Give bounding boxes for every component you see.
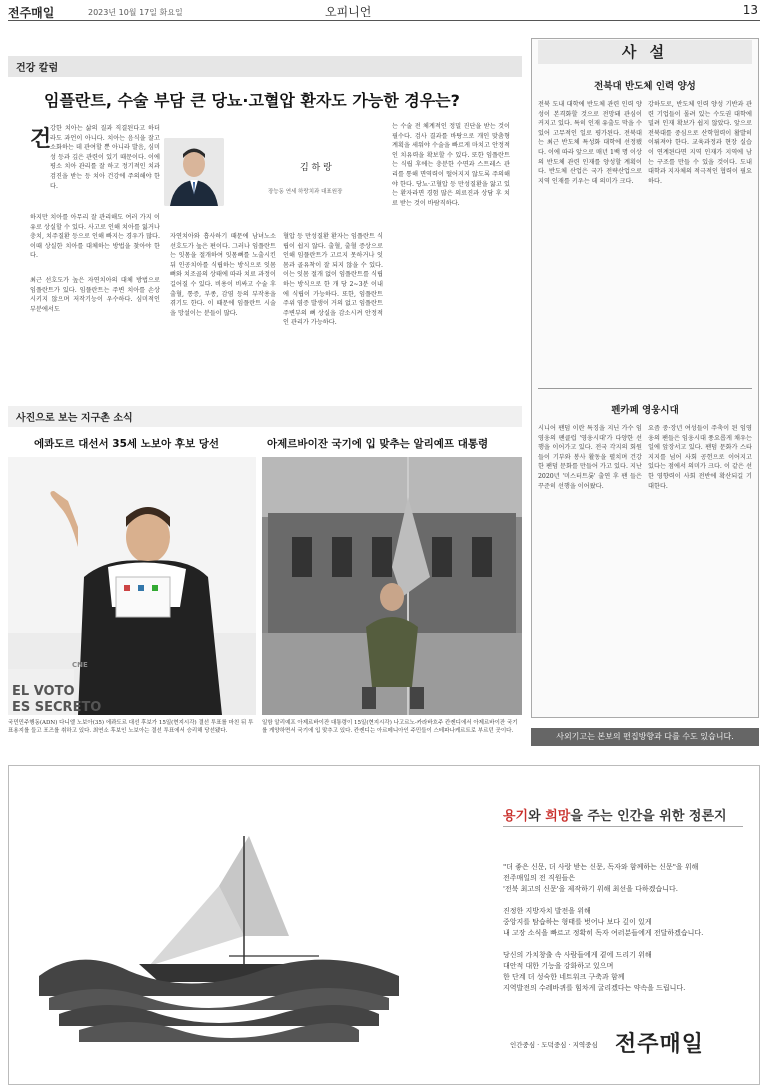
issue-date: 2023년 10월 17일 화요일 — [88, 8, 183, 17]
column-text-3: 혈압 등 만성질환 환자는 임플란트 식립이 쉽지 않다. 출혈, 출혈 증상으로 인해 임플란트가 고르지 못하거나 잇몸과 골유착이 잘 되지 않을 수 있다. 이는 잇몸 절개 없이 임플란트를 식립하는 방식으로 한 개 당 2~3분 이내에 식립이 가능하다. 또한, 임플란트 주위 염증 발생이 거의 없고 임플란트 주변부의 뼈 상실을 감소시켜 안정적인 관리가 가능하다. — [283, 233, 383, 327]
ad-slogan — [503, 805, 727, 824]
ad-line: 중앙지를 탐습하는 형태를 벗어나 보다 깊이 있게 — [503, 918, 652, 926]
author-portrait — [164, 138, 224, 206]
ad-line: 한 단계 더 성숙한 네트워크 구축과 함께 — [503, 973, 625, 981]
slogan-and: 와 — [528, 809, 546, 824]
ad-line: 전주매일의 전 직원들은 — [503, 874, 576, 882]
sign-line-1: EL VOTO — [12, 684, 75, 699]
ad-line: 내 고장 소식을 빠르고 정확히 독자 여러분들에게 전달하겠습니다. — [503, 929, 704, 937]
ad-footer-motto: 인간중심 · 도덕중심 · 지역중심 — [510, 1041, 598, 1049]
author-name: 김 하 랑 — [300, 163, 332, 173]
paper-name: 전주매일 — [8, 6, 55, 20]
editorial-header: 사 설 — [538, 40, 752, 64]
column-headline: 임플란트, 수술 부담 큰 당뇨·고혈압 환자도 가능한 경우는? — [44, 91, 460, 110]
editorial-title-2: 펜카페 영웅시대 — [611, 405, 679, 416]
editorial-divider — [538, 388, 752, 389]
ad-line: 대안적 대한 기능을 강화하고 있으며 — [503, 962, 614, 970]
column-text-1: 강한 치아는 삶의 질과 직결된다고 하더라도 과언이 아니다. 치아는 음식을 잘고 소화하는 데 관여할 뿐 아니라 발음, 심미성 등과 깊은 관련이 있기 때문이다. 이에 평소 치아 관리를 잘 하고 정기적인 치과 검진을 받는 등 치아 건강에 주의해야 한다. — [50, 125, 160, 190]
ad-slogan-rule — [503, 826, 743, 827]
author-title: 장능동 연세 하랑치과 대표원장 — [268, 189, 343, 195]
header-rule — [8, 20, 760, 21]
section-title: 오피니언 — [325, 5, 372, 19]
ad-line: 당신의 가치창출 속 사람들에게 곁에 드리기 위해 — [503, 951, 652, 959]
slogan-rest: 을 주는 인간을 위한 정론지 — [570, 809, 727, 824]
column-text-4: 는 수술 전 체계적인 정밀 진단을 받는 것이 필수다. 검사 결과를 바탕으로 개인 맞춤형 계획을 세워야 수술을 빠르게 마치고 안정적인 치유력을 확보할 수 있다. 또한 임플란트는 식립 후에는 충분한 수면과 스트레스 관리를 통해 면역력이 떨어지지 않도록 주의해야 한다. 당뇨·고혈압 등 만성질환을 앓고 있는 환자라면 경험 많은 의료진과 상담 후 치료 받는 것이 바람직하다. — [392, 123, 510, 207]
ad-brand-logo: 전주매일 — [615, 1032, 705, 1057]
slogan-hope: 희망 — [545, 809, 571, 824]
right-photo-caption: 일함 알리예프 아제르바이잔 대통령이 15일(현지시각) 나고르노-카라바흐주 칸켄디에서 아제르바이잔 국기를 게양하면서 국기에 입 맞추고 있다. 칸켄디는 아르메니아인 주민들이 스테파나케르트로 부르던 곳이다. — [262, 720, 518, 735]
sign-line-2: ES SECRETO — [12, 700, 102, 715]
ad-line: "더 좋은 신문, 더 사랑 받는 신문, 독자와 함께하는 신문"을 위해 — [503, 863, 699, 871]
ad-line: '전북 최고의 신문'을 제작하기 위해 최선을 다하겠습니다. — [503, 885, 678, 893]
photo-section-label: 사진으로 보는 지구촌 소식 — [8, 406, 522, 427]
left-photo-title: 에콰도르 대선서 35세 노보아 후보 당선 — [34, 438, 220, 450]
left-photo-caption: 국민민주행동(ADN) 다니엘 노보아(35) 에콰도르 대선 후보가 15일(현지시각) 결선 투표를 마친 뒤 투표용지를 들고 포즈를 취하고 있다. 최연소 후보인 노보아는 결선 투표에서 승리해 당선됐다. — [8, 720, 254, 735]
editorial-body-1a: 전북 도내 대학에 반도체 관련 인력 양성이 본격화할 것으로 전망돼 관심이 커지고 있다. 특히 인재 유출도 막을 수 있어 고무적인 일로 평가된다. 전북대는 최근 반도체 특성화 대학에 선정됐다. 이에 따라 앞으로 매년 1백 명 이상의 반도체 관련 인재를 양성할 계획이다. 반도체 산업은 국가 전략산업으로 지역 인재를 키우는 데 의미가 크다. — [538, 101, 642, 185]
ad-line: 지역발전의 수레바퀴를 힘차게 굴리겠다는 약속을 드립니다. — [503, 984, 686, 992]
editorial-title-1: 전북대 반도체 인력 양성 — [594, 81, 696, 92]
right-photo-title: 아제르바이잔 국기에 입 맞추는 알리예프 대통령 — [267, 438, 489, 450]
column-label: 건강 칼럼 — [8, 56, 522, 77]
editorial-body-1b: 강하도로, 반도체 인력 양성 기반과 관련 기업들이 몰려 있는 수도권 대학에 밀려 인재 확보가 쉽지 않았다. 앞으로 전북대를 중심으로 산학협력이 활발히 이뤄져야 한다. 교육과정과 현장 실습이 연계된다면 지역 인재가 지역에 남는 구조를 만들 수 있을 것이다. 도내 대학과 지자체의 적극적인 협력이 필요하다. — [648, 101, 752, 185]
editorial-body-2a: 시니어 팬덤 이란 특징을 지닌 가수 임영웅의 팬클럽 '영웅시대'가 다양한 선행을 이어가고 있다. 전국 각지의 회원들이 기부와 봉사 활동을 펼치며 건강한 팬덤 문화를 만들어 가고 있다. 지난 2020년 '미스터트롯' 출연 후 팬 들은 꾸준히 선행을 이어왔다. — [538, 425, 642, 490]
editorial-body-2b: 요즘 중·장년 여성들이 주축이 된 임영웅의 팬들은 임웅시대 풍요롭게 채우는 일에 앞장서고 있다. 팬덤 문화가 스타 지지를 넘어 사회 공헌으로 이어지고 있다는 점에서 의미가 크다. 이 같은 선한 영향력이 사회 전반에 확산되길 기대한다. — [648, 425, 752, 490]
column-text-2: 자연치아와 흡사하기 때문에 남녀노소 선호도가 높은 편이다. 그러나 임플란트는 잇몸을 절개하여 잇몸뼈를 노출시킨 뒤 인공치아를 식립하는 방식으로 잇몸뼈와 치조골의 상태에 따라 치료 과정이 길어질 수 있다. 비용이 비싸고 수술 후 출혈, 통증, 부종, 감염 등의 부작용을 겪기도 한다. 이 때문에 임플란트 시술을 망설이는 분들이 많다. — [170, 233, 276, 317]
slogan-courage: 용기 — [503, 809, 529, 824]
contributor-notice: 사외기고는 본보의 편집방향과 다를 수도 있습니다. — [531, 728, 759, 746]
left-photo — [8, 457, 256, 715]
ad-line: 진정한 지방자치 발전을 위해 — [503, 907, 591, 915]
sign-logo: CNE — [72, 661, 88, 669]
page-number: 13 — [742, 3, 758, 17]
drop-cap: 건 — [30, 126, 52, 152]
ship-illustration — [19, 766, 499, 1084]
right-photo — [262, 457, 522, 715]
column-text-1c: 최근 선호도가 높은 자연치아의 대체 방법으로 임플란트가 있다. 임플란트는 주변 치아를 손상시키지 않으며 저작기능이 우수하다. 심미적인 부분에서도 — [30, 277, 160, 313]
column-text-1b: 하지만 치아를 아무리 잘 관리해도 여러 가지 이유로 상실할 수 있다. 사고로 인해 치아를 잃거나 충치, 치주질환 등으로 인해 빠지는 경우가 많다. 이때 상실한 치아를 대체하는 방법을 찾아야 한다. — [30, 214, 160, 260]
